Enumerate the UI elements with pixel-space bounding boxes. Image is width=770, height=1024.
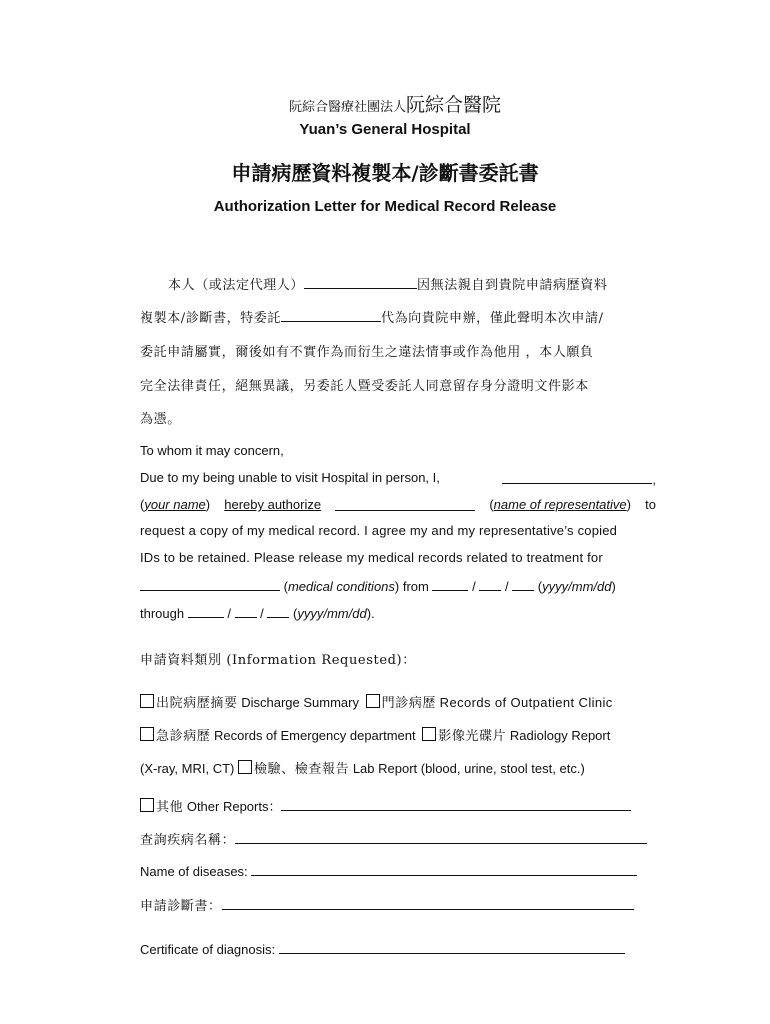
to-day-blank[interactable] [267, 604, 289, 618]
en-line-5: (medical conditions) from / / (yyyy/mm/dd) [140, 577, 616, 594]
en-line-6: through / / (yyyy/mm/dd). [140, 606, 375, 621]
disease-en-label: Name of diseases: [140, 864, 248, 879]
radiology-en: Radiology Report [509, 728, 611, 743]
other-reports-blank[interactable] [281, 797, 631, 811]
from-month-blank[interactable] [479, 577, 501, 591]
other-reports-en: Other Reports： [186, 799, 282, 814]
en-l1-text: Due to my being unable to visit Hospital in person, I, [140, 470, 440, 485]
cert-en-label: Certificate of diagnosis: [140, 942, 276, 957]
en-line-1 [140, 470, 656, 487]
hospital-name-en: Yuan’s General Hospital [299, 121, 471, 138]
to-year-blank[interactable] [188, 604, 224, 618]
title-en: Authorization Letter for Medical Record Release [213, 198, 557, 215]
zh-line-5: 為憑。 [140, 412, 181, 427]
emergency-checkbox[interactable] [140, 727, 154, 741]
outpatient-en: Records of Outpatient Clinic [439, 695, 613, 710]
representative-blank-en[interactable] [335, 497, 475, 511]
radiology-checkbox[interactable] [422, 727, 436, 741]
discharge-summary-zh: 出院病歷摘要 [156, 696, 238, 711]
en-line-2: (your name) hereby authorize (name of representative) to [140, 497, 656, 512]
from-day-blank[interactable] [512, 577, 534, 591]
radiology-cont: (X-ray, MRI, CT) [140, 761, 235, 776]
org-prefix: 阮綜合醫療社團法人 [288, 100, 406, 115]
options-row-2 [140, 725, 610, 744]
zh-line-2 [140, 307, 604, 326]
cert-zh-label: 申請診斷書： [140, 899, 222, 914]
zh-line-1 [168, 274, 607, 293]
zh-line-4: 完全法律責任，絕無異議，另委託人暨受委託人同意留存身分證明文件影本 [140, 379, 589, 394]
hereby-authorize: hereby authorize [224, 497, 322, 512]
other-reports-zh: 其他 [156, 800, 184, 815]
outpatient-checkbox[interactable] [366, 694, 380, 708]
zh-l1-b: 因無法親自到貴院申請病歷資料 [417, 278, 608, 293]
en-l1-comma: , [652, 472, 656, 487]
greeting: To whom it may concern, [140, 443, 284, 458]
disease-en-row [140, 862, 637, 879]
lab-report-zh: 檢驗、檢查報告 [253, 762, 350, 777]
representative-label: name of representative [493, 497, 627, 512]
en-line-3: request a copy of my medical record. I agree my and my representative’s copied [140, 523, 618, 538]
your-name-label: your name [144, 497, 206, 512]
en-l2-to: to [645, 497, 656, 512]
cert-en-blank[interactable] [279, 940, 625, 954]
lab-report-en: Lab Report (blood, urine, stool test, etc.) [352, 761, 585, 776]
lab-report-checkbox[interactable] [238, 760, 252, 774]
from-year-blank[interactable] [432, 577, 468, 591]
zh-l2-b: 代為向貴院申辦，僅此聲明本次申請/ [380, 311, 604, 326]
your-name-blank[interactable] [502, 470, 652, 484]
disease-en-blank[interactable] [251, 862, 637, 876]
info-requested-label: 申請資料類別 (Information Requested)： [140, 653, 416, 668]
other-reports-checkbox[interactable] [140, 798, 154, 812]
options-row-3 [140, 758, 585, 777]
discharge-summary-en: Discharge Summary [241, 695, 359, 710]
to-date-format: yyyy/mm/dd [297, 606, 367, 621]
disease-zh-label: 查詢疾病名稱： [140, 833, 236, 848]
options-row-1 [140, 692, 613, 711]
representative-name-blank[interactable] [281, 308, 381, 322]
options-row-4 [140, 796, 631, 815]
en-line-4: IDs to be retained. Please release my medical records related to treatment for [140, 550, 603, 565]
cert-zh-row [140, 895, 634, 915]
discharge-summary-checkbox[interactable] [140, 694, 154, 708]
disease-zh-row [140, 829, 647, 849]
to-month-blank[interactable] [235, 604, 257, 618]
zh-l2-a: 複製本/診斷書，特委託 [140, 311, 281, 326]
medical-conditions-blank[interactable] [140, 577, 280, 591]
zh-l1-a: 本人（或法定代理人） [168, 278, 305, 293]
zh-line-3: 委託申請屬實，爾後如有不實作為而衍生之違法情事或作為他用 ，本人願負 [140, 345, 594, 360]
principal-name-blank[interactable] [304, 275, 417, 289]
emergency-zh: 急診病歷 [156, 729, 211, 744]
from-label: from [402, 579, 429, 594]
emergency-en: Records of Emergency department [214, 728, 416, 743]
title-zh: 申請病歷資料複製本/診斷書委託書 [231, 161, 539, 185]
disease-zh-blank[interactable] [235, 830, 647, 844]
cert-zh-blank[interactable] [222, 896, 634, 910]
hospital-org-line [0, 90, 770, 117]
org-name: 阮綜合醫院 [406, 94, 502, 116]
from-date-format: yyyy/mm/dd [542, 579, 612, 594]
medical-conditions-label: medical conditions [287, 579, 395, 594]
radiology-zh: 影像光碟片 [438, 729, 507, 744]
outpatient-zh: 門診病歷 [381, 696, 437, 711]
cert-en-row [140, 940, 625, 957]
through-label: through [140, 606, 185, 621]
